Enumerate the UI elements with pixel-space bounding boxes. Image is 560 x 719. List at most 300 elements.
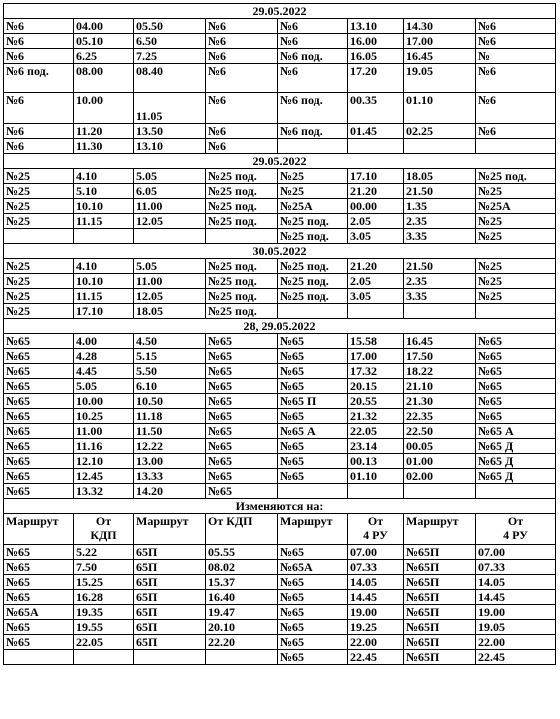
table-cell: 12.45 <box>74 469 134 484</box>
table-cell: №6 под. <box>278 49 348 64</box>
column-header <box>206 514 278 545</box>
table-cell: №25 <box>476 289 556 304</box>
table-cell: №65 <box>4 409 74 424</box>
table-row <box>4 274 556 289</box>
table-cell: №65 <box>278 545 348 560</box>
table-cell: №25 под. <box>278 289 348 304</box>
table-cell: 10.50 <box>134 394 206 409</box>
table-cell: 07.33 <box>476 560 556 575</box>
table-cell: 2.35 <box>404 214 476 229</box>
table-cell: №65 <box>476 364 556 379</box>
table-cell: 7.25 <box>134 49 206 64</box>
column-header-line-1: Маршрут <box>280 514 333 528</box>
column-header <box>278 514 348 545</box>
table-cell: 4.50 <box>134 334 206 349</box>
table-cell: 16.28 <box>74 590 134 605</box>
column-header-line-2: 4 РУ <box>503 528 528 542</box>
table-cell: №65 <box>278 605 348 620</box>
table-cell: 11.00 <box>134 199 206 214</box>
table-cell: №65 <box>4 635 74 650</box>
table-cell: 00.13 <box>348 454 404 469</box>
timetable <box>3 3 556 665</box>
table-cell: 14.30 <box>404 19 476 34</box>
section-header <box>4 319 556 334</box>
table-cell: №6 <box>476 19 556 34</box>
table-cell: 04.00 <box>74 19 134 34</box>
table-cell: 07.00 <box>348 545 404 560</box>
table-cell: 22.00 <box>348 635 404 650</box>
table-cell: 6.10 <box>134 379 206 394</box>
table-cell: 6.25 <box>74 49 134 64</box>
table-cell: 11.50 <box>134 424 206 439</box>
table-row <box>4 605 556 620</box>
table-cell: 3.35 <box>404 289 476 304</box>
column-header <box>404 514 476 545</box>
table-row <box>4 484 556 499</box>
section-date: 30.05.2022 <box>4 244 556 259</box>
table-cell: 3.35 <box>404 229 476 244</box>
table-row <box>4 590 556 605</box>
table-cell: №65 <box>4 545 74 560</box>
table-row <box>4 379 556 394</box>
table-cell: №65П <box>404 635 476 650</box>
table-cell: 5.05 <box>134 169 206 184</box>
column-header <box>134 514 206 545</box>
table-cell: 13.33 <box>134 469 206 484</box>
table-cell: №65 <box>206 364 278 379</box>
table-row <box>4 19 556 34</box>
column-header-row <box>4 514 556 545</box>
table-cell: 17.10 <box>74 304 134 319</box>
table-cell <box>4 229 74 244</box>
table-cell: №65 <box>476 379 556 394</box>
table-cell: №65 <box>278 409 348 424</box>
table-row <box>4 124 556 139</box>
table-row <box>4 214 556 229</box>
table-cell: 17.10 <box>348 169 404 184</box>
table-cell: 05.55 <box>206 545 278 560</box>
table-row <box>4 34 556 49</box>
table-cell: №65 <box>4 454 74 469</box>
table-cell: №25 <box>278 169 348 184</box>
table-cell: №6 <box>4 93 74 124</box>
table-cell: №6 <box>476 93 556 124</box>
table-cell: №25 под. <box>476 169 556 184</box>
table-row <box>4 289 556 304</box>
table-cell: №65П <box>404 620 476 635</box>
table-cell: №65 <box>206 394 278 409</box>
table-cell: №65 <box>278 454 348 469</box>
table-cell: 21.10 <box>404 379 476 394</box>
table-cell: 22.00 <box>476 635 556 650</box>
table-cell: 02.00 <box>404 469 476 484</box>
table-cell: №65П <box>404 545 476 560</box>
table-cell: №25 под. <box>206 289 278 304</box>
table-cell: №25 под. <box>206 274 278 289</box>
table-cell: №65 <box>278 469 348 484</box>
table-cell: 10.25 <box>74 409 134 424</box>
table-cell: №65 <box>278 590 348 605</box>
table-cell: №25 <box>4 199 74 214</box>
table-cell: 19.05 <box>476 620 556 635</box>
table-cell <box>278 484 348 499</box>
column-header <box>74 514 134 545</box>
table-cell: №65А <box>4 605 74 620</box>
table-cell: 19.55 <box>74 620 134 635</box>
table-cell: №6 <box>278 34 348 49</box>
table-cell: 14.05 <box>476 575 556 590</box>
table-cell: 4.28 <box>74 349 134 364</box>
table-row <box>4 560 556 575</box>
table-cell: 07.33 <box>348 560 404 575</box>
column-header-line-2: КДП <box>90 528 117 542</box>
table-cell: 14.20 <box>134 484 206 499</box>
table-cell: 22.50 <box>404 424 476 439</box>
table-cell: 13.32 <box>74 484 134 499</box>
table-cell: 65П <box>134 545 206 560</box>
table-cell: №65 <box>476 409 556 424</box>
column-header-line-1: От <box>507 514 524 528</box>
table-cell: №65П <box>404 575 476 590</box>
table-row <box>4 439 556 454</box>
table-cell: 14.45 <box>476 590 556 605</box>
table-cell: №65П <box>404 650 476 665</box>
column-header-line-1: Маршрут <box>6 514 59 528</box>
table-cell: 08.02 <box>206 560 278 575</box>
table-cell: 5.22 <box>74 545 134 560</box>
table-cell: 05.10 <box>74 34 134 49</box>
table-cell: 12.10 <box>74 454 134 469</box>
table-cell: №25 под. <box>206 304 278 319</box>
table-cell: 65П <box>134 560 206 575</box>
table-cell: №25 под. <box>206 184 278 199</box>
table-cell: 00.35 <box>348 93 404 124</box>
table-cell: 11.18 <box>134 409 206 424</box>
table-cell: 17.32 <box>348 364 404 379</box>
table-cell: №25 под. <box>206 214 278 229</box>
table-cell <box>404 484 476 499</box>
table-cell: №65 <box>206 334 278 349</box>
changes-title: Изменяются на: <box>4 499 556 514</box>
column-header <box>4 514 74 545</box>
table-cell: 15.37 <box>206 575 278 590</box>
table-cell: 19.35 <box>74 605 134 620</box>
table-cell: №65 <box>206 379 278 394</box>
timetable-document <box>3 3 556 665</box>
table-row <box>4 93 556 124</box>
table-row <box>4 545 556 560</box>
section-header <box>4 154 556 169</box>
table-cell: №25А <box>476 199 556 214</box>
section-header <box>4 244 556 259</box>
table-cell: 6.05 <box>134 184 206 199</box>
table-cell: №65 <box>206 439 278 454</box>
table-cell: 12.05 <box>134 214 206 229</box>
table-cell: №65 <box>278 439 348 454</box>
table-cell: 07.00 <box>476 545 556 560</box>
table-cell: №25 <box>4 304 74 319</box>
table-cell: №6 <box>206 64 278 93</box>
table-cell: 18.22 <box>404 364 476 379</box>
table-cell: 2.35 <box>404 274 476 289</box>
table-cell: 5.05 <box>134 259 206 274</box>
table-cell <box>278 139 348 154</box>
table-cell: №6 <box>206 93 278 124</box>
table-cell: №25А <box>278 199 348 214</box>
table-cell: 4.10 <box>74 259 134 274</box>
table-cell: №6 <box>476 124 556 139</box>
table-cell: №65 <box>206 484 278 499</box>
table-cell: 1.35 <box>404 199 476 214</box>
table-cell: №25 <box>476 214 556 229</box>
table-cell: №65 <box>278 620 348 635</box>
table-cell: 5.10 <box>74 184 134 199</box>
section-date: 29.05.2022 <box>4 4 556 19</box>
table-row <box>4 259 556 274</box>
table-cell <box>348 139 404 154</box>
table-cell: 20.10 <box>206 620 278 635</box>
table-cell: №6 <box>206 139 278 154</box>
table-cell <box>206 229 278 244</box>
table-cell <box>74 229 134 244</box>
section-date: 29.05.2022 <box>4 154 556 169</box>
table-cell: №65П <box>404 590 476 605</box>
table-cell: №6 <box>476 64 556 93</box>
table-row <box>4 349 556 364</box>
table-cell: №65 Д <box>476 469 556 484</box>
table-cell: №65 <box>278 379 348 394</box>
table-row <box>4 139 556 154</box>
table-cell <box>404 139 476 154</box>
table-cell: №65 <box>4 394 74 409</box>
table-row <box>4 469 556 484</box>
table-cell: №25 <box>476 229 556 244</box>
table-cell: 23.14 <box>348 439 404 454</box>
table-cell: №25 <box>476 274 556 289</box>
table-cell: №65 <box>278 635 348 650</box>
table-row <box>4 334 556 349</box>
table-cell: 21.32 <box>348 409 404 424</box>
table-cell: 4.45 <box>74 364 134 379</box>
table-row <box>4 620 556 635</box>
table-cell <box>348 304 404 319</box>
table-row <box>4 650 556 665</box>
table-cell: №6 <box>206 34 278 49</box>
table-cell: №65 <box>476 394 556 409</box>
table-cell: №25 <box>4 214 74 229</box>
table-cell: №65 <box>206 349 278 364</box>
table-cell <box>206 650 278 665</box>
table-cell: №65 <box>278 575 348 590</box>
table-row <box>4 575 556 590</box>
table-cell: 21.30 <box>404 394 476 409</box>
table-cell: №65 <box>4 379 74 394</box>
table-row <box>4 64 556 93</box>
table-cell <box>476 304 556 319</box>
table-cell: 08.40 <box>134 64 206 93</box>
table-cell: 18.05 <box>134 304 206 319</box>
table-cell: 14.45 <box>348 590 404 605</box>
table-cell: 3.05 <box>348 229 404 244</box>
table-cell: 02.25 <box>404 124 476 139</box>
table-cell: 65П <box>134 605 206 620</box>
table-cell: №65 <box>4 364 74 379</box>
table-cell <box>134 650 206 665</box>
table-cell: 16.40 <box>206 590 278 605</box>
table-cell: №25 <box>4 184 74 199</box>
column-header-line-1: От <box>95 514 112 528</box>
table-cell: №65 П <box>278 394 348 409</box>
table-cell: №65 <box>206 409 278 424</box>
table-cell: №65 <box>278 334 348 349</box>
table-cell: 22.45 <box>476 650 556 665</box>
table-cell: 5.05 <box>74 379 134 394</box>
table-cell: 01.00 <box>404 454 476 469</box>
table-cell: №65 <box>4 469 74 484</box>
table-cell: №25 <box>4 259 74 274</box>
table-cell: 22.20 <box>206 635 278 650</box>
table-cell: 12.22 <box>134 439 206 454</box>
table-cell: 10.00 <box>74 93 134 124</box>
table-cell: №65 <box>4 349 74 364</box>
table-cell: №25 <box>4 274 74 289</box>
table-cell: 5.15 <box>134 349 206 364</box>
table-cell: 13.10 <box>348 19 404 34</box>
table-cell: №25 под. <box>278 259 348 274</box>
table-cell <box>476 139 556 154</box>
table-cell: 21.50 <box>404 259 476 274</box>
column-header <box>476 514 556 545</box>
table-cell: №65П <box>404 605 476 620</box>
table-cell: 19.00 <box>476 605 556 620</box>
table-cell: №6 <box>278 64 348 93</box>
table-cell <box>476 484 556 499</box>
table-cell: 65П <box>134 575 206 590</box>
table-cell: 13.00 <box>134 454 206 469</box>
table-cell: 01.10 <box>348 469 404 484</box>
table-cell: 17.00 <box>348 349 404 364</box>
table-row <box>4 304 556 319</box>
table-cell: 21.20 <box>348 259 404 274</box>
table-cell: №65 <box>4 484 74 499</box>
table-cell: 14.05 <box>348 575 404 590</box>
column-header-line-2: 4 РУ <box>363 528 388 542</box>
table-cell: 19.00 <box>348 605 404 620</box>
table-cell: 4.00 <box>74 334 134 349</box>
column-header-line-1: От КДП <box>208 514 253 528</box>
table-cell: 11.16 <box>74 439 134 454</box>
table-cell: 7.50 <box>74 560 134 575</box>
table-row <box>4 635 556 650</box>
table-cell: 16.45 <box>404 49 476 64</box>
table-cell: 10.10 <box>74 274 134 289</box>
table-cell: №65 <box>4 424 74 439</box>
table-cell: 20.15 <box>348 379 404 394</box>
table-cell <box>348 484 404 499</box>
table-cell: №25 под. <box>206 259 278 274</box>
table-row <box>4 184 556 199</box>
table-cell: №25 <box>476 184 556 199</box>
table-cell: №6 <box>476 34 556 49</box>
table-cell: 22.05 <box>348 424 404 439</box>
table-cell: 3.05 <box>348 289 404 304</box>
table-row <box>4 424 556 439</box>
table-cell: №6 под. <box>4 64 74 93</box>
table-cell: 18.05 <box>404 169 476 184</box>
table-cell: 19.05 <box>404 64 476 93</box>
table-cell: 16.45 <box>404 334 476 349</box>
table-cell: №65 <box>476 349 556 364</box>
table-cell: №25 <box>278 184 348 199</box>
table-cell: 00.00 <box>348 199 404 214</box>
table-cell: 11.15 <box>74 214 134 229</box>
table-cell: №25 <box>4 289 74 304</box>
table-cell: №6 <box>206 49 278 64</box>
table-cell: 5.50 <box>134 364 206 379</box>
table-cell: 65П <box>134 635 206 650</box>
table-cell: №6 <box>206 19 278 34</box>
table-cell: 22.05 <box>74 635 134 650</box>
table-cell: 16.00 <box>348 34 404 49</box>
table-cell: 13.10 <box>134 139 206 154</box>
table-cell: №25 под. <box>206 199 278 214</box>
table-cell: №65 <box>4 439 74 454</box>
table-cell: 00.05 <box>404 439 476 454</box>
table-cell: № <box>476 49 556 64</box>
column-header-line-1: Маршрут <box>136 514 189 528</box>
table-cell: №65 <box>206 469 278 484</box>
table-row <box>4 454 556 469</box>
table-cell: 01.10 <box>404 93 476 124</box>
table-cell: 16.05 <box>348 49 404 64</box>
table-cell: 11.30 <box>74 139 134 154</box>
table-cell: №65 <box>4 590 74 605</box>
table-row <box>4 409 556 424</box>
table-cell: 21.50 <box>404 184 476 199</box>
table-cell: №65 <box>476 334 556 349</box>
table-cell: 11.05 <box>134 93 206 124</box>
table-cell: 6.50 <box>134 34 206 49</box>
table-cell <box>4 650 74 665</box>
table-cell: 21.20 <box>348 184 404 199</box>
table-cell: 4.10 <box>74 169 134 184</box>
section-date: 28, 29.05.2022 <box>4 319 556 334</box>
table-cell: 22.35 <box>404 409 476 424</box>
table-cell: №65 <box>4 575 74 590</box>
table-cell: 12.05 <box>134 289 206 304</box>
table-cell: №65А <box>278 560 348 575</box>
table-cell: №65 А <box>278 424 348 439</box>
table-cell: №65 <box>278 349 348 364</box>
table-cell: 11.00 <box>134 274 206 289</box>
table-cell: №6 <box>4 139 74 154</box>
table-cell: №65 <box>4 560 74 575</box>
table-cell: №6 <box>4 19 74 34</box>
table-row <box>4 199 556 214</box>
table-cell: №65 Д <box>476 439 556 454</box>
table-cell: №25 под. <box>278 229 348 244</box>
table-cell: №6 <box>206 124 278 139</box>
table-row <box>4 394 556 409</box>
table-cell: 20.55 <box>348 394 404 409</box>
table-cell: №6 под. <box>278 124 348 139</box>
table-cell: №6 <box>4 49 74 64</box>
table-cell: №65 <box>278 650 348 665</box>
table-cell: 11.00 <box>74 424 134 439</box>
table-cell: 2.05 <box>348 214 404 229</box>
table-cell: 65П <box>134 590 206 605</box>
table-cell: 11.15 <box>74 289 134 304</box>
